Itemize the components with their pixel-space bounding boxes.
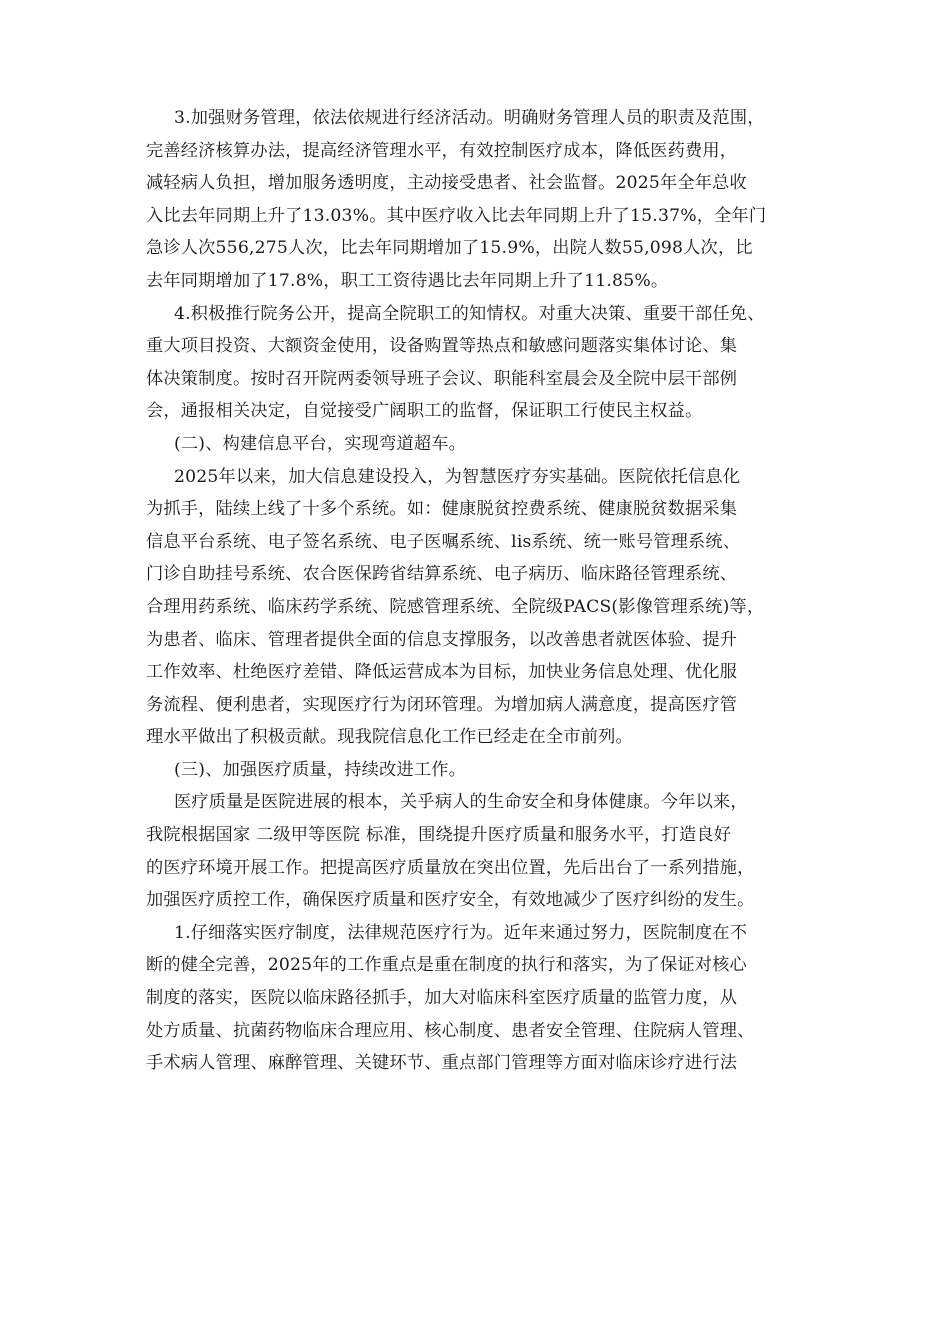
paragraph-5-line-4: 处方质量、抗菌药物临床合理应用、核心制度、患者安全管理、住院病人管理、 bbox=[146, 1020, 755, 1041]
paragraph-5-line-2: 断的健全完善，2025年的工作重点是重在制度的执行和落实，为了保证对核心 bbox=[146, 955, 747, 976]
paragraph-5-line-3: 制度的落实，医院以临床路径抓手，加大对临床科室医疗质量的监管力度，从 bbox=[146, 988, 738, 1009]
paragraph-5-line-1: 1.仔细落实医疗制度，法律规范医疗行为。近年来通过努力，医院制度在不 bbox=[174, 922, 748, 943]
paragraph-2-line-2: 重大项目投资、大额资金使用，设备购置等热点和敏感问题落实集体讨论、集 bbox=[146, 336, 738, 357]
paragraph-1-line-5: 急诊人次556,275人次，比去年同期增加了15.9%，出院人数55,098人次，比 bbox=[146, 238, 753, 259]
paragraph-5-line-5: 手术病人管理、麻醉管理、关键环节、重点部门管理等方面对临床诊疗进行法 bbox=[146, 1053, 738, 1074]
paragraph-3-line-5: 合理用药系统、临床药学系统、院感管理系统、全院级PACS(影像管理系统)等， bbox=[146, 596, 765, 617]
paragraph-1-line-4: 入比去年同期上升了13.03%。其中医疗收入比去年同期上升了15.37%，全年门 bbox=[146, 205, 767, 226]
paragraph-3-line-6: 为患者、临床、管理者提供全面的信息支撑服务，以改善患者就医体验、提升 bbox=[146, 629, 738, 650]
paragraph-2-line-1: 4.积极推行院务公开，提高全院职工的知情权。对重大决策、重要干部任免、 bbox=[174, 303, 765, 324]
paragraph-1-line-6: 去年同期增加了17.8%，职工工资待遇比去年同期上升了11.85%。 bbox=[146, 270, 669, 291]
paragraph-3-line-1: 2025年以来，加大信息建设投入，为智慧医疗夯实基础。医院依托信息化 bbox=[174, 466, 741, 487]
document-body bbox=[146, 102, 826, 1080]
paragraph-1-line-1: 3.加强财务管理，依法依规进行经济活动。明确财务管理人员的职责及范围， bbox=[174, 108, 765, 128]
section-heading-2: (二)、构建信息平台，实现弯道超车。 bbox=[174, 433, 467, 454]
paragraph-3-line-4: 门诊自助挂号系统、农合医保跨省结算系统、电子病历、临床路径管理系统、 bbox=[146, 564, 738, 585]
paragraph-3-line-3: 信息平台系统、电子签名系统、电子医嘱系统、lis系统、统一账号管理系统、 bbox=[146, 531, 741, 552]
paragraph-3-line-9: 理水平做出了积极贡献。现我院信息化工作已经走在全市前列。 bbox=[146, 727, 633, 748]
paragraph-4-line-4: 加强医疗质控工作，确保医疗质量和医疗安全，有效地减少了医疗纠纷的发生。 bbox=[146, 890, 755, 911]
paragraph-3-line-8: 务流程、便利患者，实现医疗行为闭环管理。为增加病人满意度，提高医疗管 bbox=[146, 694, 738, 715]
paragraph-2-line-3: 体决策制度。按时召开院两委领导班子会议、职能科室晨会及全院中层干部例 bbox=[146, 368, 738, 389]
paragraph-4-line-1: 医疗质量是医院进展的根本，关乎病人的生命安全和身体健康。今年以来， bbox=[174, 792, 748, 813]
paragraph-2-line-4: 会，通报相关决定，自觉接受广阔职工的监督，保证职工行使民主权益。 bbox=[146, 401, 703, 422]
paragraph-1-line-2: 完善经济核算办法，提高经济管理水平，有效控制医疗成本，降低医药费用， bbox=[146, 140, 738, 161]
paragraph-1-line-3: 减轻病人负担，增加服务透明度，主动接受患者、社会监督。2025年全年总收 bbox=[146, 173, 747, 194]
paragraph-4-line-3: 的医疗环境开展工作。把提高医疗质量放在突出位置，先后出台了一系列措施， bbox=[146, 857, 755, 878]
paragraph-3-line-2: 为抓手，陆续上线了十多个系统。如：健康脱贫控费系统、健康脱贫数据采集 bbox=[146, 499, 738, 520]
paragraph-3-line-7: 工作效率、杜绝医疗差错、降低运营成本为目标，加快业务信息处理、优化服 bbox=[146, 662, 738, 683]
paragraph-4-line-2: 我院根据国家 二级甲等医院 标准，围绕提升医疗质量和服务水平，打造良好 bbox=[146, 825, 732, 846]
section-heading-3: (三)、加强医疗质量，持续改进工作。 bbox=[174, 759, 467, 780]
